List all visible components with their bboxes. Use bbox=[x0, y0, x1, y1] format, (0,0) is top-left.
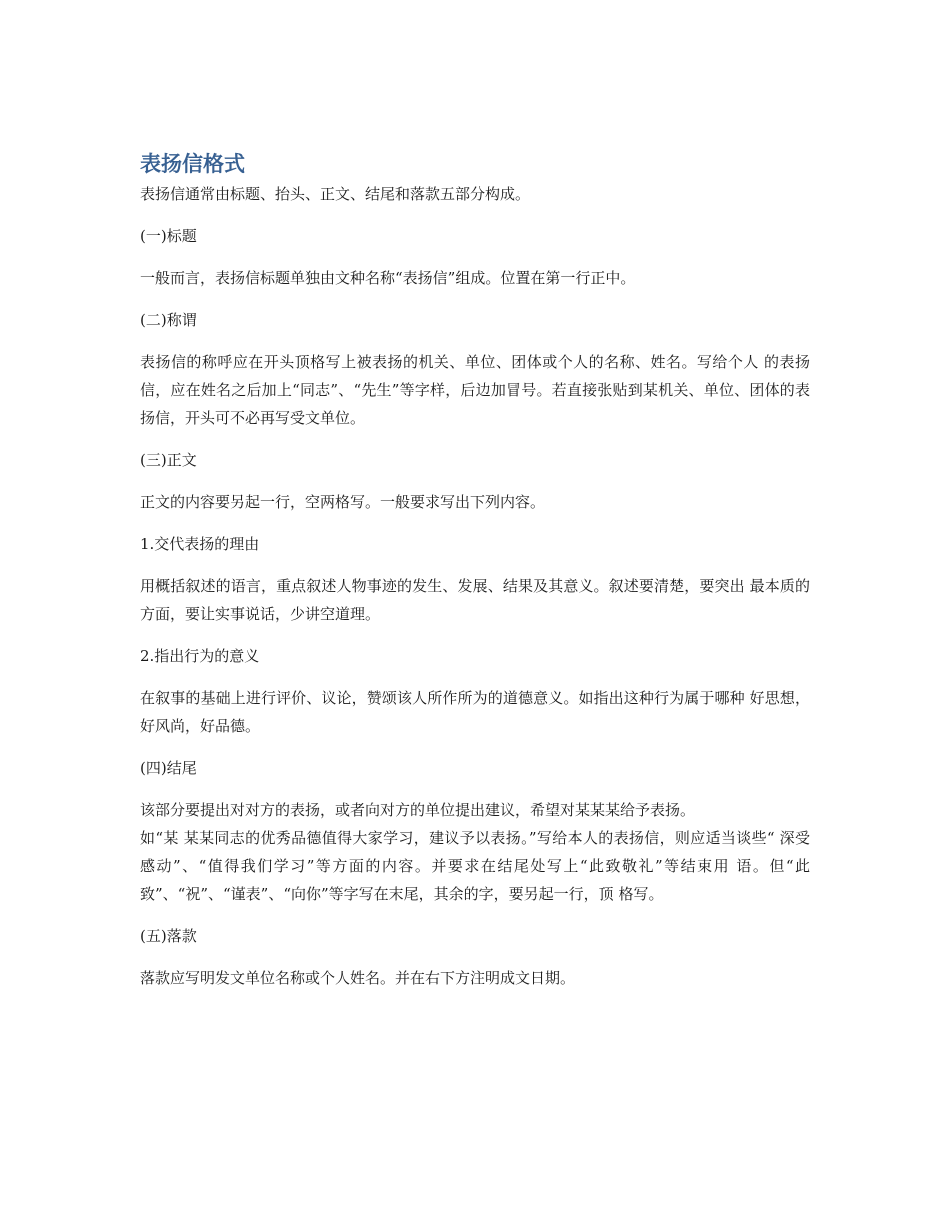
section-heading-title: (一)标题 bbox=[140, 227, 197, 245]
subsection-heading-meaning: 2.指出行为的意义 bbox=[140, 647, 260, 665]
subsection-body-reason: 用概括叙述的语言，重点叙述人物事迹的发生、发展、结果及其意义。叙述要清楚，要突出 最本质的方面，要让实事说话，少讲空道理。 bbox=[140, 577, 810, 623]
section-heading-salutation: (二)称谓 bbox=[140, 311, 197, 329]
section-heading-body: (三)正文 bbox=[140, 451, 197, 469]
section-body-closing-1: 该部分要提出对对方的表扬，或者向对方的单位提出建议，希望对某某某给予表扬。 bbox=[140, 801, 696, 819]
section-body-body: 正文的内容要另起一行，空两格写。一般要求写出下列内容。 bbox=[140, 493, 546, 511]
section-body-title: 一般而言，表扬信标题单独由文种名称“表扬信”组成。位置在第一行正中。 bbox=[140, 269, 636, 287]
section-body-closing-2: 如“某 某某同志的优秀品德值得大家学习，建议予以表扬。”写给本人的表扬信，则应适当谈些“ 深受感动”、“值得我们学习”等方面的内容。并要求在结尾处写上“此致敬礼”等结束用 语。但“此致”、“祝”、“谨表”、“向你”等字写在末尾，其余的字，要另起一行，顶 格写。 bbox=[140, 829, 810, 903]
section-heading-signature: (五)落款 bbox=[140, 927, 197, 945]
intro-paragraph: 表扬信通常由标题、抬头、正文、结尾和落款五部分构成。 bbox=[140, 185, 531, 203]
document-page bbox=[140, 148, 810, 992]
section-body-salutation: 表扬信的称呼应在开头顶格写上被表扬的机关、单位、团体或个人的名称、姓名。写给个人 的表扬信，应在姓名之后加上“同志”、“先生”等字样，后边加冒号。若直接张贴到某机关、单位、团体的表扬信，开头可不必再写受文单位。 bbox=[140, 353, 810, 427]
subsection-heading-reason: 1.交代表扬的理由 bbox=[140, 535, 260, 553]
document-title: 表扬信格式 bbox=[140, 152, 245, 176]
section-heading-closing: (四)结尾 bbox=[140, 759, 197, 777]
section-body-signature: 落款应写明发文单位名称或个人姓名。并在右下方注明成文日期。 bbox=[140, 969, 576, 987]
subsection-body-meaning: 在叙事的基础上进行评价、议论，赞颂该人所作所为的道德意义。如指出这种行为属于哪种 好思想，好风尚，好品德。 bbox=[140, 689, 810, 735]
